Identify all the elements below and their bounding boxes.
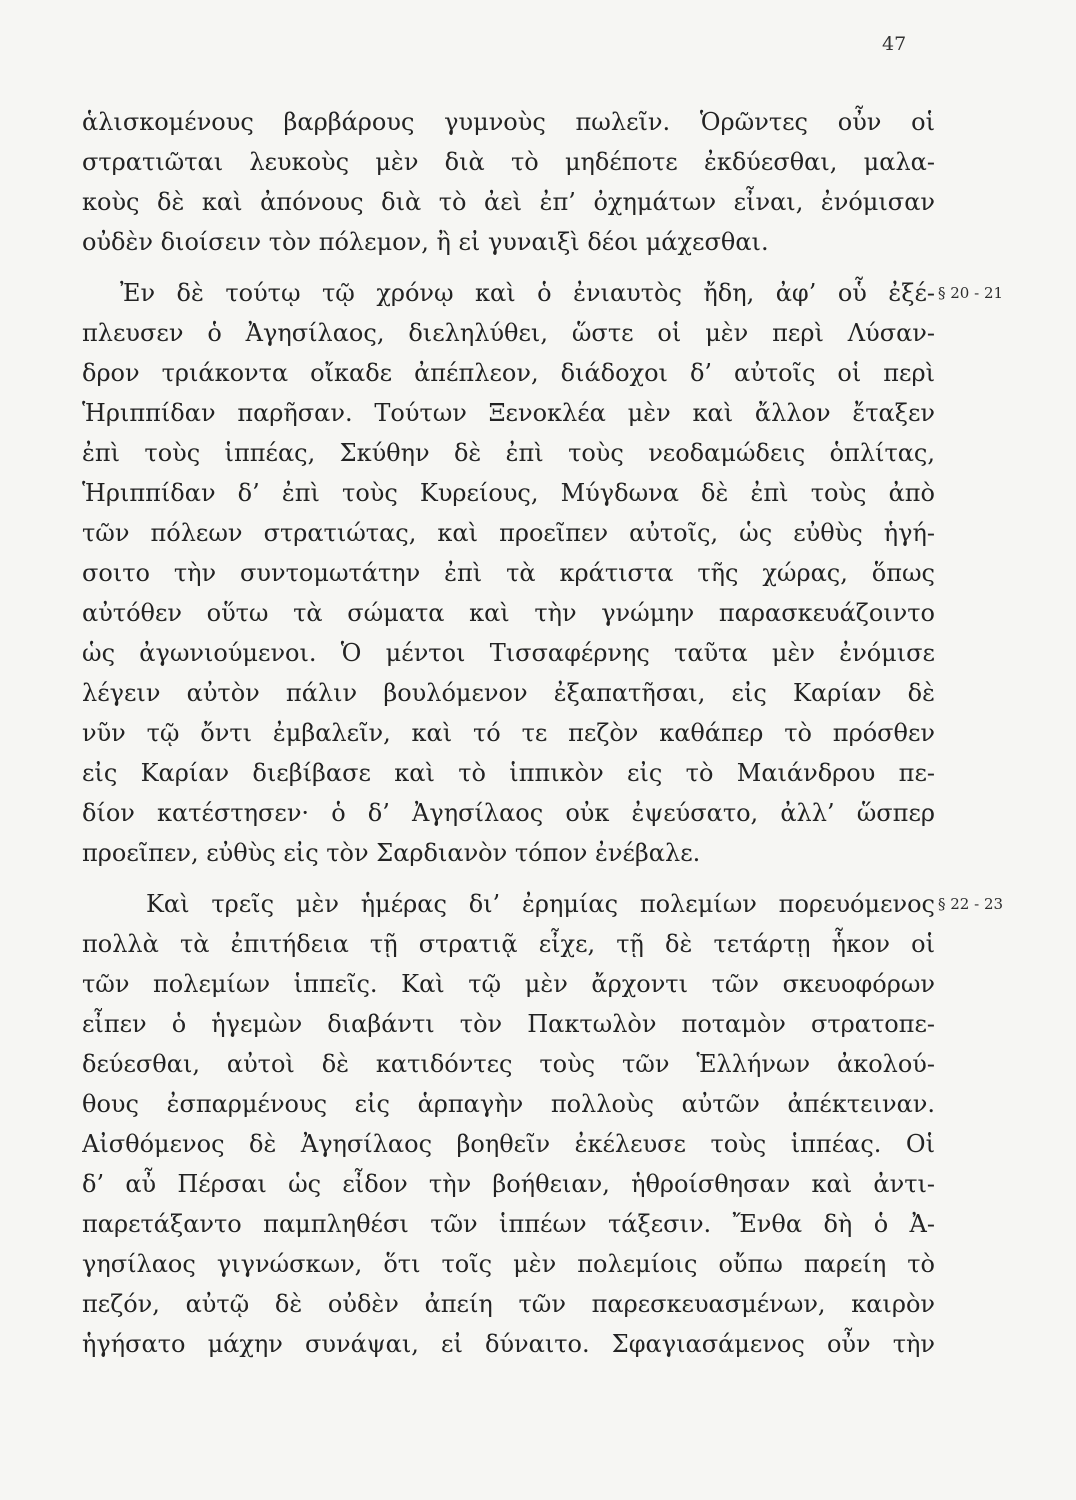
text-line: λέγειν αὐτὸν πάλιν βουλόμενον ἐξαπατῆσαι, εἰς Καρίαν δὲ	[82, 679, 935, 707]
text-line: ἡγήσατο μάχην συνάψαι, εἰ δύναιτο. Σφαγιασάμενος οὖν τὴν	[82, 1330, 935, 1358]
text-line: Αἰσθόμενος δὲ Ἀγησίλαος βοηθεῖν ἐκέλευσε τοὺς ἱππέας. Οἱ	[82, 1130, 935, 1158]
text-line: πλευσεν ὁ Ἀγησίλαος, διεληλύθει, ὥστε οἱ μὲν περὶ Λύσαν-	[82, 319, 935, 347]
paragraph	[82, 102, 935, 262]
text-line: πεζόν, αὐτῷ δὲ οὐδὲν ἀπείη τῶν παρεσκευασμένων, καιρὸν	[82, 1290, 935, 1318]
text-line: εἰς Καρίαν διεβίβασε καὶ τὸ ἱππικὸν εἰς τὸ Μαιάνδρου πε-	[82, 759, 935, 787]
text-line: αὐτόθεν οὕτω τὰ σώματα καὶ τὴν γνώμην παρασκευάζοιντο	[82, 599, 935, 627]
text-line: προεῖπεν, εὐθὺς εἰς τὸν Σαρδιανὸν τόπον ἐνέβαλε.	[82, 839, 701, 867]
text-line: νῦν τῷ ὄντι ἐμβαλεῖν, καὶ τό τε πεζὸν καθάπερ τὸ πρόσθεν	[82, 719, 935, 747]
text-line: παρετάξαντο παμπληθέσι τῶν ἱππέων τάξεσιν. Ἔνθα δὴ ὁ Ἀ-	[82, 1210, 935, 1238]
text-line: Ἐν δὲ τούτῳ τῷ χρόνῳ καὶ ὁ ἐνιαυτὸς ἤδη, ἀφ’ οὗ ἐξέ-	[120, 279, 935, 307]
text-line: πολλὰ τὰ ἐπιτήδεια τῇ στρατιᾷ εἶχε, τῇ δὲ τετάρτῃ ἧκον οἱ	[82, 930, 935, 958]
text-line: Ἡριππίδαν δ’ ἐπὶ τοὺς Κυρείους, Μύγδωνα δὲ ἐπὶ τοὺς ἀπὸ	[82, 479, 935, 507]
text-line: ἁλισκομένους βαρβάρους γυμνοὺς πωλεῖν. Ὁρῶντες οὖν οἱ	[82, 108, 935, 136]
text-line: οὐδὲν διοίσειν τὸν πόλεμον, ἢ εἰ γυναιξὶ δέοι μάχεσθαι.	[82, 228, 769, 256]
text-line: εἶπεν ὁ ἡγεμὼν διαβάντι τὸν Πακτωλὸν ποταμὸν στρατοπε-	[82, 1010, 935, 1038]
section-marker: § 22 - 23	[938, 895, 1004, 913]
text-line: κοὺς δὲ καὶ ἀπόνους διὰ τὸ ἀεὶ ἐπ’ ὀχημάτων εἶναι, ἐνόμισαν	[82, 188, 935, 216]
text-line: γησίλαος γιγνώσκων, ὅτι τοῖς μὲν πολεμίοις οὔπω παρείη τὸ	[82, 1250, 935, 1278]
page-number: 47	[882, 33, 907, 55]
text-line: τῶν πόλεων στρατιώτας, καὶ προεῖπεν αὐτοῖς, ὡς εὐθὺς ἡγή-	[82, 519, 935, 547]
text-line: ὡς ἀγωνιούμενοι. Ὁ μέντοι Τισσαφέρνης ταῦτα μὲν ἐνόμισε	[82, 639, 935, 667]
paragraph	[82, 884, 1004, 1364]
text-line: δ’ αὖ Πέρσαι ὡς εἶδον τὴν βοήθειαν, ἡθροίσθησαν καὶ ἀντι-	[82, 1170, 935, 1198]
text-line: Καὶ τρεῖς μὲν ἡμέρας δι’ ἐρημίας πολεμίων πορευόμενος	[146, 890, 935, 918]
text-line: δίον κατέστησεν· ὁ δ’ Ἀγησίλαος οὐκ ἐψεύσατο, ἀλλ’ ὥσπερ	[82, 799, 935, 827]
text-line: δρον τριάκοντα οἴκαδε ἀπέπλεον, διάδοχοι δ’ αὐτοῖς οἱ περὶ	[82, 359, 935, 387]
section-marker: § 20 - 21	[938, 284, 1004, 302]
body-text	[82, 102, 1004, 1364]
text-line: Ἡριππίδαν παρῆσαν. Τούτων Ξενοκλέα μὲν καὶ ἄλλον ἔταξεν	[82, 399, 935, 427]
text-line: τῶν πολεμίων ἱππεῖς. Καὶ τῷ μὲν ἄρχοντι τῶν σκευοφόρων	[82, 970, 935, 998]
text-line: ἐπὶ τοὺς ἱππέας, Σκύθην δὲ ἐπὶ τοὺς νεοδαμώδεις ὁπλίτας,	[82, 439, 935, 467]
text-line: δεύεσθαι, αὐτοὶ δὲ κατιδόντες τοὺς τῶν Ἑλλήνων ἀκολού-	[82, 1050, 935, 1078]
text-line: σοιτο τὴν συντομωτάτην ἐπὶ τὰ κράτιστα τῆς χώρας, ὅπως	[82, 559, 935, 587]
text-line: θους ἐσπαρμένους εἰς ἁρπαγὴν πολλοὺς αὐτῶν ἀπέκτειναν.	[82, 1090, 935, 1118]
paragraph	[82, 273, 1004, 873]
text-line: στρατιῶται λευκοὺς μὲν διὰ τὸ μηδέποτε ἐκδύεσθαι, μαλα-	[82, 148, 935, 176]
